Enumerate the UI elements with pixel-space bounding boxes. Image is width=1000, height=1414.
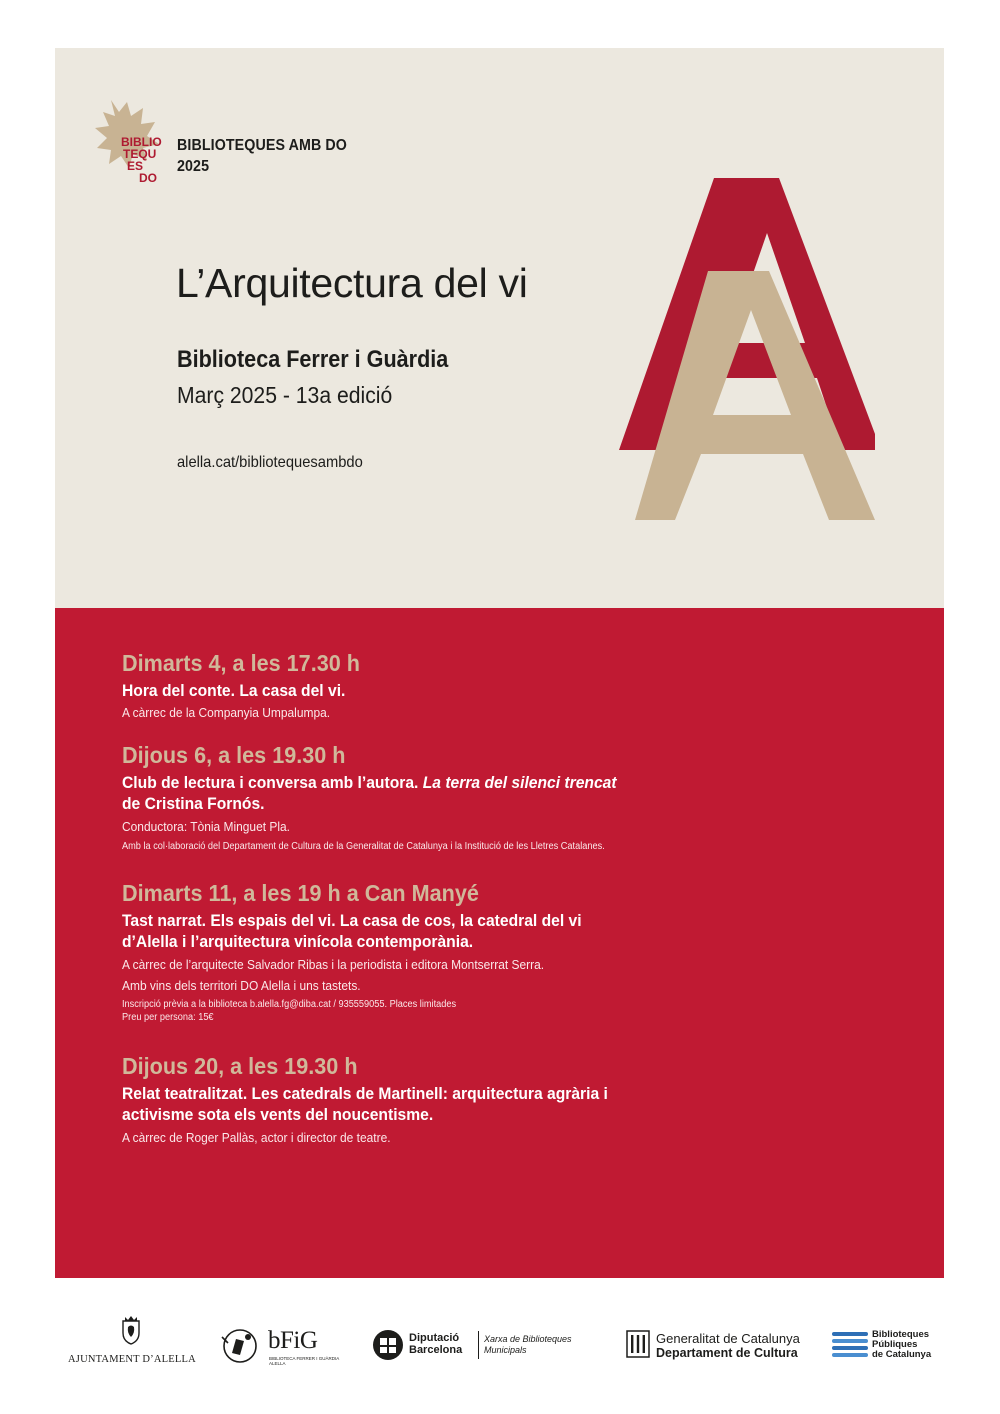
venue-name: Biblioteca Ferrer i Guàrdia xyxy=(177,346,449,373)
event-item xyxy=(122,741,862,853)
event-title-line-1: Tast narrat. Els espais del vi. La casa de cos, la catedral del vi xyxy=(122,911,582,930)
logo-letters-teq: TEQU xyxy=(123,147,157,161)
coat-of-arms-icon xyxy=(120,1315,142,1345)
poster-header-panel xyxy=(55,48,944,608)
bfig-subtitle-line-2: ALELLA xyxy=(269,1361,286,1366)
page-title: L’Arquitectura del vi xyxy=(176,260,528,306)
event-info: Conductora: Tònia Minguet Pla. xyxy=(122,819,290,834)
edition-date: Març 2025 - 13a edició xyxy=(177,382,393,408)
logo-letters-es: ES xyxy=(127,159,144,173)
event-info: A càrrec de Roger Pallàs, actor i director de teatre. xyxy=(122,1130,391,1145)
event-title-text: Club de lectura i conversa amb l’autora. xyxy=(122,773,423,792)
xarxa-line-1: Xarxa de Biblioteques xyxy=(484,1334,572,1344)
ajuntament-alella-logo xyxy=(68,1315,196,1365)
event-title-line-2: d’Alella i l’arquitectura vinícola contemporània. xyxy=(122,932,474,951)
generalitat-logo xyxy=(626,1330,826,1362)
event-item xyxy=(122,649,862,721)
bfig-name: bFiG xyxy=(268,1327,318,1354)
diputacio-name xyxy=(409,1332,462,1356)
logo-letters-bib: BIBLIO xyxy=(121,135,162,149)
bpc-line-1: Biblioteques xyxy=(872,1329,930,1340)
bpc-line-2: Públiques xyxy=(872,1339,918,1350)
diputacio-emblem-icon xyxy=(372,1329,404,1361)
stripes-icon xyxy=(832,1331,868,1361)
book-title: La terra del silenci trencat xyxy=(422,773,617,792)
generalitat-name: Generalitat de Catalunya xyxy=(656,1331,800,1346)
event-date: Dimarts 11, a les 19 h a Can Manyé xyxy=(122,880,479,906)
diputacio-line-2: Barcelona xyxy=(409,1344,463,1356)
xarxa-line-2: Municipals xyxy=(484,1345,527,1355)
sponsor-footer xyxy=(0,1315,1000,1375)
biblioteques-publiques-logo xyxy=(832,1329,952,1365)
vine-leaf-logo-icon xyxy=(93,98,163,193)
event-title xyxy=(122,910,803,952)
ajuntament-label: AJUNTAMENT D’ALELLA xyxy=(68,1354,196,1365)
event-title-author: de Cristina Fornós. xyxy=(122,794,265,813)
series-name xyxy=(177,135,347,177)
event-note: Amb la col·laboració del Departament de Cultura de la Generalitat de Catalunya i la Institució de les Lletres Catalanes. xyxy=(122,841,605,852)
bfig-subtitle-line-1: BIBLIOTECA FERRER I GUÀRDIA xyxy=(269,1356,340,1361)
event-item xyxy=(122,1052,862,1146)
event-info: A càrrec de la Companyia Umpalumpa. xyxy=(122,705,331,720)
event-title: Hora del conte. La casa del vi. xyxy=(122,681,346,700)
event-note: Inscripció prèvia a la biblioteca b.alella.fg@diba.cat / 935559055. Places limitades xyxy=(122,999,457,1010)
generalitat-emblem-icon xyxy=(626,1330,650,1358)
series-line-2: 2025 xyxy=(177,158,210,175)
bfig-logo xyxy=(218,1327,340,1367)
divider xyxy=(478,1331,479,1359)
website-link[interactable]: alella.cat/bibliotequesambdo xyxy=(177,454,363,471)
event-title xyxy=(122,1083,803,1125)
departament-name: Departament de Cultura xyxy=(656,1346,798,1360)
event-title xyxy=(122,772,803,814)
xarxa-label xyxy=(484,1334,572,1356)
bfig-subtitle xyxy=(269,1356,339,1366)
event-title-line-2: activisme sota els vents del noucentisme. xyxy=(122,1105,434,1124)
series-line-1: BIBLIOTEQUES AMB DO xyxy=(177,137,347,154)
event-date: Dijous 6, a les 19.30 h xyxy=(122,742,346,768)
big-letter-a-graphic xyxy=(615,178,875,523)
book-reader-icon xyxy=(218,1327,264,1365)
event-title-line-1: Relat teatralitzat. Les catedrals de Martinell: arquitectura agrària i xyxy=(122,1084,608,1103)
bpc-line-3: de Catalunya xyxy=(872,1349,932,1360)
event-note: Preu per persona: 15€ xyxy=(122,1012,214,1023)
bpc-name xyxy=(872,1330,931,1360)
event-info: A càrrec de l’arquitecte Salvador Ribas i la periodista i editora Montserrat Serra. xyxy=(122,957,545,972)
diputacio-barcelona-logo xyxy=(372,1329,582,1361)
diputacio-line-1: Diputació xyxy=(409,1332,460,1344)
event-item xyxy=(122,879,862,1024)
event-date: Dimarts 4, a les 17.30 h xyxy=(122,650,360,676)
event-date: Dijous 20, a les 19.30 h xyxy=(122,1053,358,1079)
logo-letters-do: DO xyxy=(139,171,157,185)
event-info: Amb vins dels territori DO Alella i uns tastets. xyxy=(122,978,361,993)
